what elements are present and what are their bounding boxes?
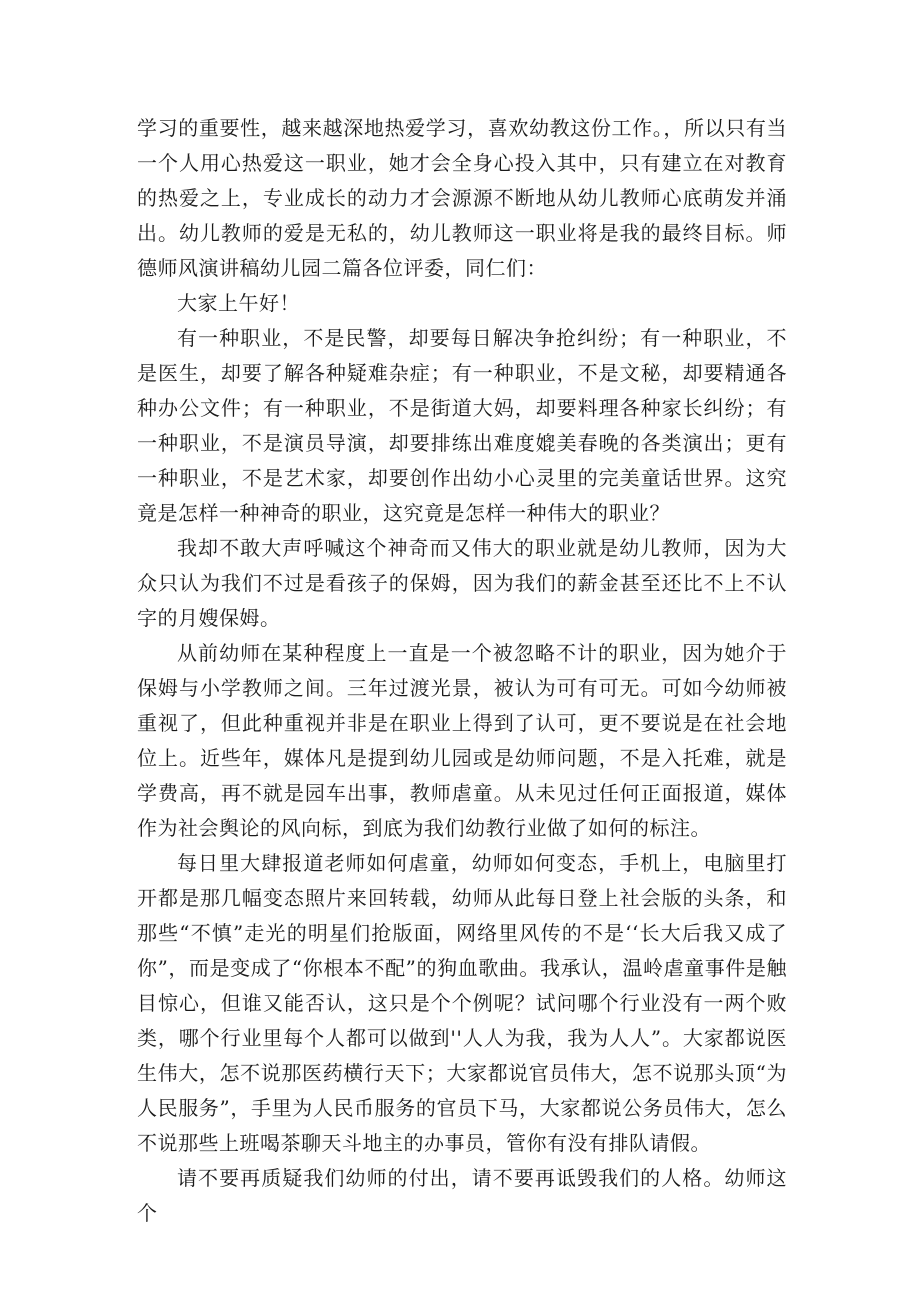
paragraph-ignored-profession: 从前幼师在某种程度上一直是一个被忽略不计的职业，因为她介于保姆与小学教师之间。三年过渡光景，被认为可有可无。可如今幼师被重视了，但此种重视并非是在职业上得到了认可，更不要说是在社会地位上。近些年，媒体凡是提到幼儿园或是幼师问题，不是入托难，就是学费高，再不就是园车出事，教师虐童。从未见过任何正面报道，媒体作为社会舆论的风向标，到底为我们幼教行业做了如何的标注。 <box>137 641 787 840</box>
paragraph-closing-plea: 请不要再质疑我们幼师的付出，请不要再诋毁我们的人格。幼师这个 <box>137 1166 787 1225</box>
paragraph-profession-list: 有一种职业，不是民警，却要每日解决争抢纠纷；有一种职业，不是医生，却要了解各种疑难杂症；有一种职业，不是文秘，却要精通各种办公文件；有一种职业，不是街道大妈，却要料理各种家长纠纷；有一种职业，不是演员导演，却要排练出难度媲美春晚的各类演出；更有一种职业，不是艺术家，却要创作出幼小心灵里的完美童话世界。这究竟是怎样一种神奇的职业，这究竟是怎样一种伟大的职业？ <box>137 326 787 525</box>
paragraph-continuation: 学习的重要性，越来越深地热爱学习，喜欢幼教这份工作。，所以只有当一个人用心热爱这一职业，她才会全身心投入其中，只有建立在对教育的热爱之上，专业成长的动力才会源源不断地从幼儿教师心底萌发并涌出。幼儿教师的爱是无私的，幼儿教师这一职业将是我的最终目标。师德师风演讲稿幼儿园二篇各位评委，同仁们： <box>137 116 787 280</box>
paragraph-nanny-perception: 我却不敢大声呼喊这个神奇而又伟大的职业就是幼儿教师，因为大众只认为我们不过是看孩子的保姆，因为我们的薪金甚至还比不上不认字的月嫂保姆。 <box>137 536 787 630</box>
document-body <box>137 111 787 1231</box>
paragraph-greeting: 大家上午好！ <box>177 291 300 315</box>
paragraph-media-reports: 每日里大肆报道老师如何虐童，幼师如何变态，手机上，电脑里打开都是那几幅变态照片来回转载，幼师从此每日登上社会版的头条，和那些“不慎”走光的明星们抢版面，网络里风传的不是‘‘长大后我又成了你”，而是变成了“你根本不配”的狗血歌曲。我承认，温岭虐童事件是触目惊心，但谁又能否认，这只是个个例呢？试问哪个行业没有一两个败类，哪个行业里每个人都可以做到''人人为我，我为人人”。大家都说医生伟大，怎不说那医药横行天下；大家都说官员伟大，怎不说那头顶“为人民服务”，手里为人民币服务的官员下马，大家都说公务员伟大，怎么不说那些上班喝茶聊天斗地主的办事员，管你有没有排队请假。 <box>137 851 787 1155</box>
